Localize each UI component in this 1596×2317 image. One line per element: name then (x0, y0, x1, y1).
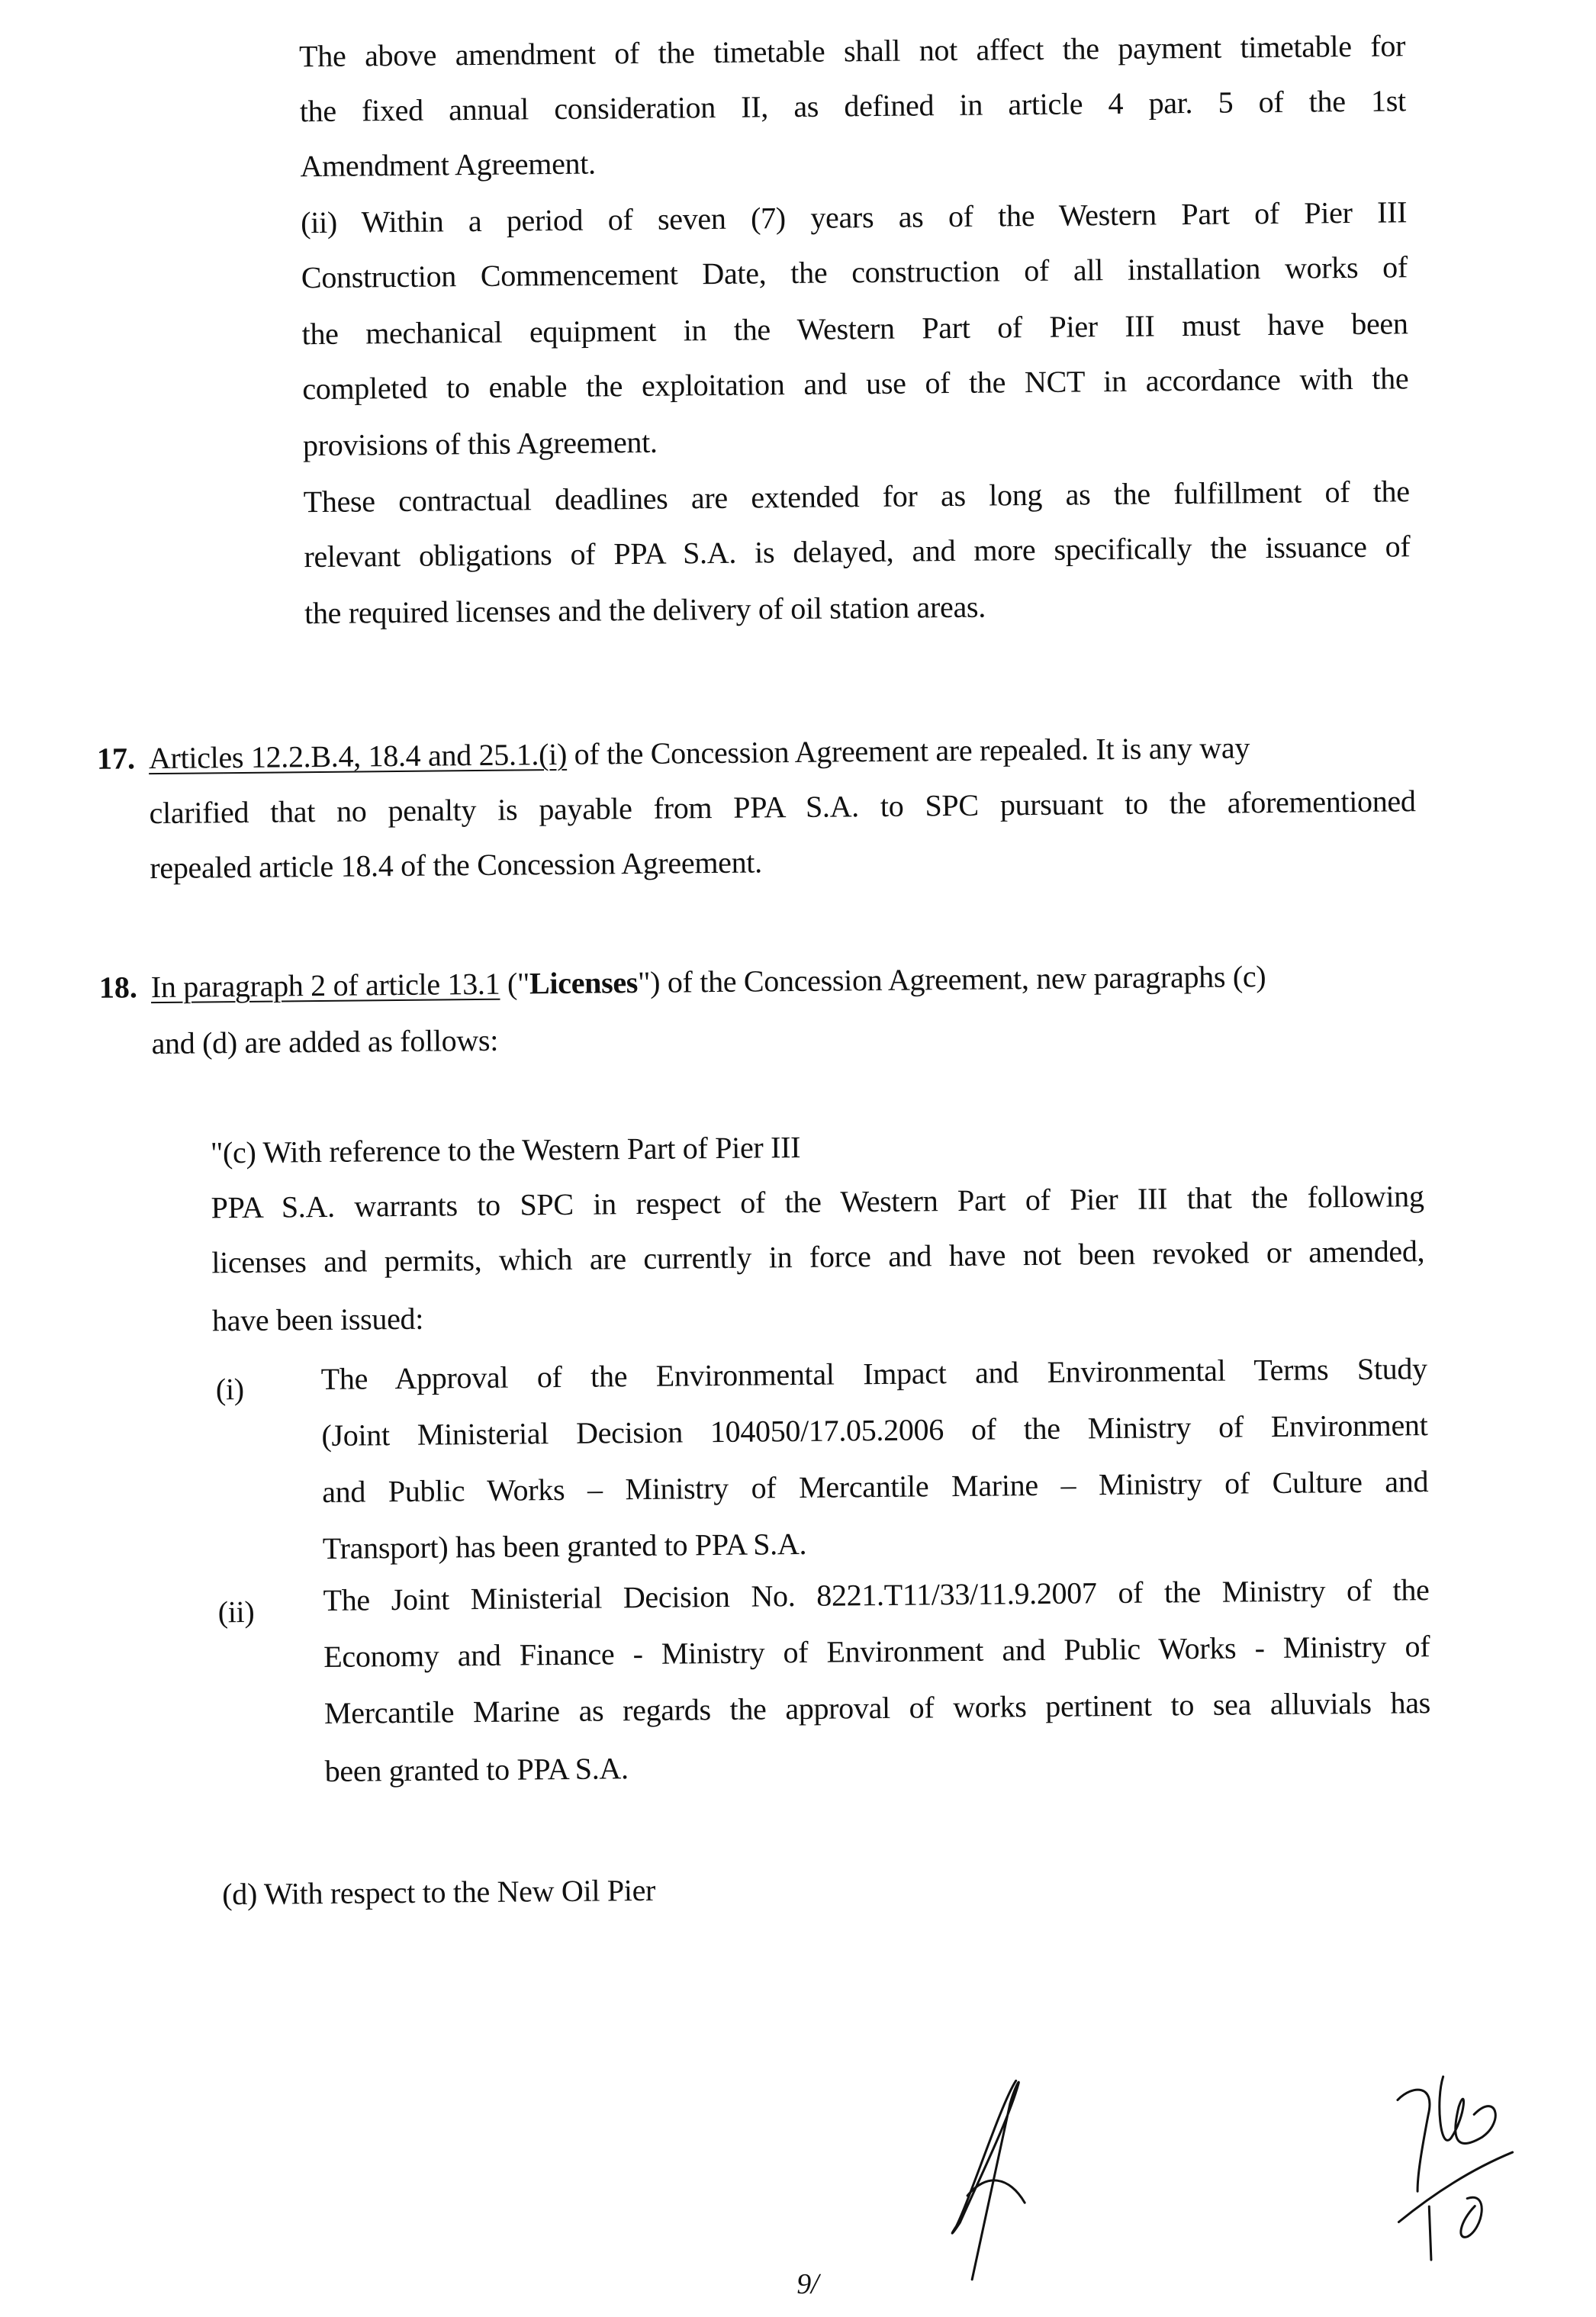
subitem-i-line: Transport) has been granted to PPA S.A. (322, 1526, 807, 1566)
quote-open: (" (500, 966, 530, 1001)
paragraph-c-line: licenses and permits, which are currently in force and have not been revoked or amended, (211, 1234, 1425, 1280)
item-17-line-2: clarified that no penalty is payable from PPA S.A. to SPC pursuant to the aforementioned (149, 784, 1416, 831)
subitem-i-line: and Public Works – Ministry of Mercantile Marine – Ministry of Culture and (321, 1464, 1429, 1510)
paragraph-line: relevant obligations of PPA S.A. is delayed, and more specifically the issuance of (304, 529, 1411, 574)
paragraph-line: Amendment Agreement. (300, 146, 596, 184)
item-18-line-1 (151, 957, 1417, 1006)
paragraph-line: Construction Commencement Date, the construction of all installation works of (301, 249, 1408, 295)
paragraph-line: the fixed annual consideration II, as defined in article 4 par. 5 of the 1st (299, 83, 1406, 129)
paragraph-line: completed to enable the exploitation and use of the NCT in accordance with the (302, 361, 1409, 407)
paragraph-c-heading: "(c) With reference to the Western Part of Pier III (210, 1129, 801, 1170)
subitem-ii-line: The Joint Ministerial Decision No. 8221.T11/33/11.9.2007 of the Ministry of the (323, 1572, 1430, 1618)
paragraph-line: (ii) Within a period of seven (7) years as of the Western Part of Pier III (301, 195, 1408, 240)
paragraph-line: the required licenses and the delivery of oil station areas. (304, 589, 986, 631)
item-number-17: 17. (96, 741, 136, 776)
subitem-ii-line: Mercantile Marine as regards the approval of works pertinent to sea alluvials has (323, 1685, 1431, 1730)
subitem-label-i: (i) (215, 1371, 244, 1407)
paragraph-c-line: have been issued: (211, 1301, 424, 1338)
item-18-line-2: and (d) are added as follows: (151, 1022, 499, 1061)
paragraph-d-heading: (d) With respect to the New Oil Pier (222, 1872, 656, 1912)
signature-2-icon (1382, 2068, 1521, 2268)
page-number-mark: 9/ (796, 2267, 819, 2301)
paragraph-c-line: PPA S.A. warrants to SPC in respect of the Western Part of Pier III that the following (211, 1179, 1424, 1225)
subitem-i-line: The Approval of the Environmental Impact and Environmental Terms Study (320, 1351, 1427, 1397)
signature-2 (1382, 2068, 1521, 2268)
subitem-label-ii: (ii) (217, 1594, 255, 1630)
item-17-text: of the Concession Agreement are repealed. It is any way (566, 730, 1250, 771)
paragraph-line: provisions of this Agreement. (302, 424, 658, 463)
paragraph-line: These contractual deadlines are extended for as long as the fulfillment of the (303, 474, 1410, 520)
item-17-line-1 (149, 728, 1415, 777)
paragraph-line: The above amendment of the timetable shall not affect the payment timetable for (298, 28, 1406, 74)
article-reference: Articles 12.2.B.4, 18.4 and 25.1.(i) (148, 736, 568, 776)
signature-1-icon (925, 2073, 1034, 2287)
subitem-ii-line: been granted to PPA S.A. (324, 1751, 629, 1788)
item-number-18: 18. (98, 970, 138, 1005)
defined-term: Licenses (529, 965, 639, 1001)
article-reference: In paragraph 2 of article 13.1 (150, 966, 500, 1005)
subitem-ii-line: Economy and Finance - Ministry of Environment and Public Works - Ministry of (323, 1629, 1430, 1674)
item-18-text: ") of the Concession Agreement, new paragraphs (c) (637, 959, 1266, 1000)
subitem-i-line: (Joint Ministerial Decision 104050/17.05.2006 of the Ministry of Environment (321, 1408, 1428, 1453)
signature-1 (925, 2073, 1034, 2287)
paragraph-line: the mechanical equipment in the Western Part of Pier III must have been (301, 306, 1408, 352)
item-17-line-3: repealed article 18.4 of the Concession Agreement. (150, 845, 763, 886)
